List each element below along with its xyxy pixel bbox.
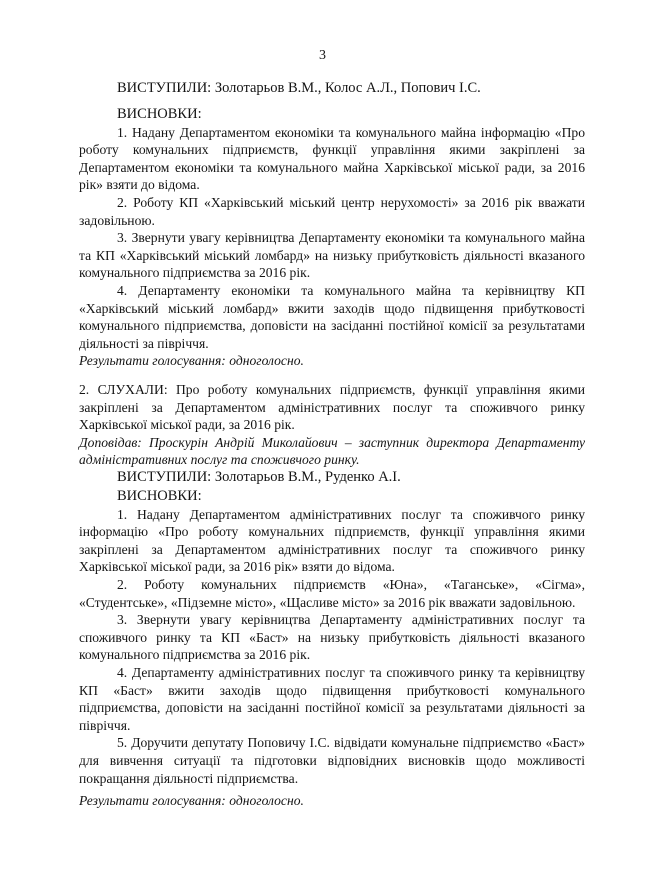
speakers-line: ВИСТУПИЛИ: Золотарьов В.М., Руденко А.І. (117, 468, 401, 485)
conclusion-item: 4. Департаменту адміністративних послуг та споживчого ринку та керівництву КП «Баст» вжити заходів щодо підвищення прибутковості комунального підприємства, доповісти на засіданні постійної комісії за результатами діяльності за півріччя. (79, 664, 585, 733)
speakers-line: ВИСТУПИЛИ: Золотарьов В.М., Колос А.Л., Попович І.С. (117, 80, 481, 96)
conclusions-label: ВИСНОВКИ: (117, 106, 202, 122)
conclusion-item: 1. Надану Департаментом адміністративних послуг та споживчого ринку інформацію «Про роботу комунальних підприємств, функції управління якими закріплені за Департаментом адміністративних послуг та споживчого ринку Харківської міської ради, за 2016 рік» взяти до відома. (79, 506, 585, 575)
section-2-heard (79, 381, 585, 487)
conclusion-item: 3. Звернути увагу керівництва Департаменту економіки та комунального майна та КП «Харківський міський ломбард» на низьку прибутковість діяльності вказаного комунального підприємства за 2016 рік. (79, 230, 585, 281)
conclusion-item: 1. Надану Департаментом економіки та комунального майна інформацію «Про роботу комунальних підприємств, функції управління якими закріплені за Департаментом економіки та комунального майна Харківської міської ради, за 2016 рік» взяти до відома. (79, 124, 585, 193)
vote-result: Результати голосування: одноголосно. (79, 793, 304, 808)
page-number: 3 (319, 48, 326, 63)
vote-result: Результати голосування: одноголосно. (79, 353, 304, 369)
section-1-spoke (79, 80, 585, 98)
conclusion-item: 3. Звернути увагу керівництва Департаменту адміністративних послуг та споживчого ринку та КП «Баст» на низьку прибутковість діяльності вказаного комунального підприємства за 2016 рік. (79, 612, 585, 663)
section-2-conclusions (79, 488, 585, 787)
conclusion-item: 4. Департаменту економіки та комунального майна та керівництву КП «Харківський міський ломбард» вжити заходів щодо підвищення прибутковості комунального підприємства, доповісти на засіданні постійної комісії за результатами діяльності за півріччя. (79, 282, 585, 351)
reporter-line: Доповідав: Проскурін Андрій Миколайович – заступник директора Департаменту адміністративних послуг та споживчого ринку. (79, 434, 585, 468)
conclusion-item: 2. Роботу комунальних підприємств «Юна», «Таганське», «Сігма», «Студентське», «Підземне місто», «Щасливе місто» за 2016 рік вважати задовільною. (79, 576, 585, 610)
conclusions-label: ВИСНОВКИ: (117, 488, 202, 504)
conclusion-item: 5. Доручити депутату Поповичу І.С. відвідати комунальне підприємство «Баст» для вивчення ситуації та підготовки відповідних висновків щодо можливості покращання діяльності підприємства. (79, 735, 585, 786)
heard-item: 2. СЛУХАЛИ: Про роботу комунальних підприємств, функції управління якими закріплені за Департаментом адміністративних послуг та споживчого ринку Харківської міської ради, за 2016 рік. (79, 382, 585, 433)
section-1-conclusions (79, 106, 585, 370)
conclusion-item: 2. Роботу КП «Харківський міський центр нерухомості» за 2016 рік вважати задовільною. (79, 194, 585, 228)
section-2-vote (79, 792, 585, 810)
